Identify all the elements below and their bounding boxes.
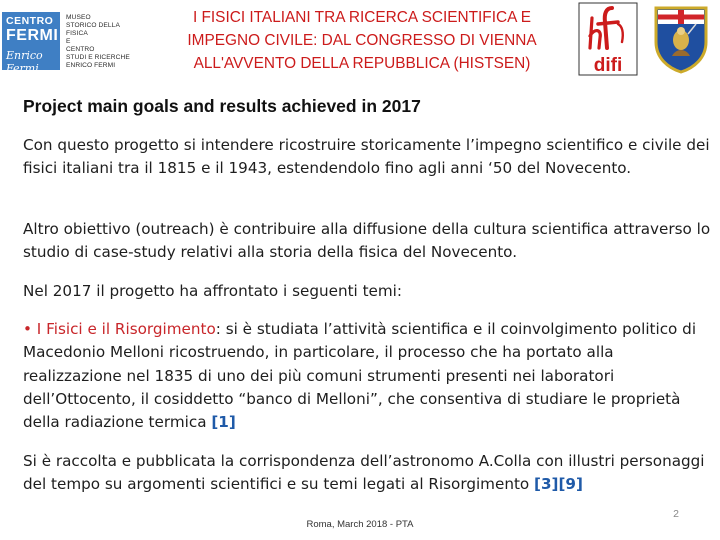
logo-text-line: ENRICO FERMI: [66, 62, 116, 69]
genova-coat-of-arms-icon: [652, 4, 710, 74]
difi-logo: [578, 2, 638, 76]
logo-text-line: MUSEO: [66, 14, 91, 21]
paragraph-outreach: Altro obiettivo (outreach) è contribuire alla diffusione della cultura scientifica attraverso lo studio di case-study relativi alla storia della fisica del Novecento.: [23, 220, 711, 262]
centro-fermi-badge: [2, 12, 60, 75]
topic-description: si è studiata l’attività scientifica e il coinvolgimento politico di Macedonio Melloni ricostruendo, in particolare, il processo che ha portato alla realizzazione nel 1835 di uno dei più comuni strumenti presenti nei laboratori dell’Ottocento, il cosiddetto “banco di Melloni”, che consentiva di studiare le proprietà della radiazione termica: [23, 320, 697, 432]
bullet: •: [23, 320, 37, 338]
page-number: 2: [673, 508, 679, 520]
logo-text-line: STUDI E RICERCHE: [66, 54, 130, 61]
topic-title: I Fisici e il Risorgimento: [36, 320, 216, 338]
topic-colon: :: [215, 320, 221, 338]
badge-signature: Enrico Fermi: [6, 49, 43, 75]
paragraph-project-goal: Con questo progetto si intendere ricostruire storicamente l’impegno scientifico e civile dei fisici italiani tra il 1815 e il 1943, estendendolo fino agli anni ‘50 del Novecento.: [23, 136, 710, 178]
logo-text-line: STORICO DELLA FISICA: [66, 22, 120, 37]
logo-text-line: E: [66, 38, 71, 45]
footer-text: Roma, March 2018 - PTA: [306, 519, 414, 530]
section-heading: Project main goals and results achieved in 2017: [23, 96, 421, 116]
title-line-1: I FISICI ITALIANI TRA RICERCA SCIENTIFICA E: [192, 9, 532, 26]
difi-logo-letters: difi: [593, 55, 623, 76]
paragraph-risorgimento: [23, 318, 713, 434]
genova-coat-of-arms: [652, 4, 710, 74]
reference-link[interactable]: [3][9]: [534, 475, 583, 494]
badge-line-2: FERMI: [6, 27, 59, 44]
title-line-3: ALL'AVVENTO DELLA REPUBBLICA (HISTSEN): [193, 55, 531, 72]
centro-fermi-logo: [2, 6, 138, 75]
title-line-2: IMPEGNO CIVILE: DAL CONGRESSO DI VIENNA: [187, 32, 537, 49]
difi-logo-icon: [578, 2, 638, 76]
page-title: [160, 6, 564, 75]
paragraph-colla-correspondence: [23, 450, 713, 497]
reference-link[interactable]: [1]: [211, 413, 236, 432]
badge-line-1: CENTRO: [6, 15, 54, 27]
centro-fermi-text: [66, 14, 140, 70]
colla-text: Si è raccolta e pubblicata la corrispondenza dell’astronomo A.Colla con illustri personaggi del tempo su argomenti scientifici e su temi legati al Risorgimento: [23, 452, 705, 494]
logo-text-line: CENTRO: [66, 46, 95, 53]
paragraph-topics-intro: Nel 2017 il progetto ha affrontato i seguenti temi:: [23, 282, 403, 300]
